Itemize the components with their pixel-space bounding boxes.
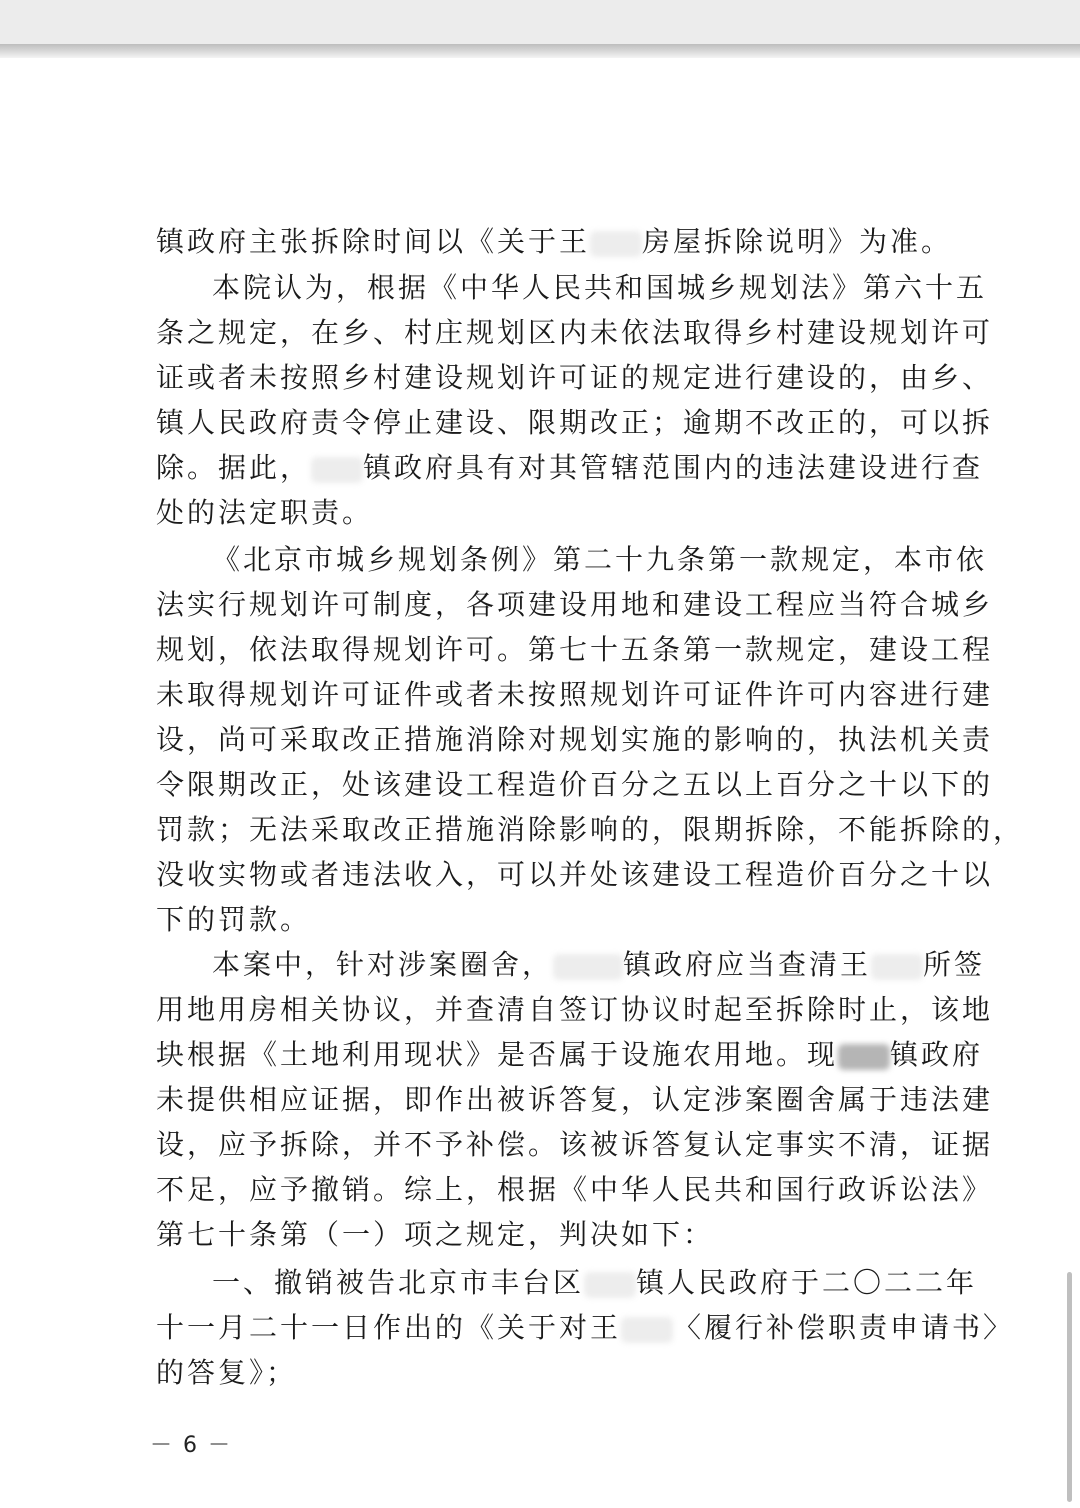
- text-line: 不足，应予撤销。综上，根据《中华人民共和国行政诉讼法》: [156, 1173, 994, 1206]
- document-page: [0, 58, 1080, 1508]
- text-line: 十一月二十一日作出的《关于对王 〈履行补偿职责申请书〉: [156, 1311, 1015, 1344]
- text-line: 设，应予拆除，并不予补偿。该被诉答复认定事实不清，证据: [156, 1128, 994, 1161]
- text-line: 令限期改正，处该建设工程造价百分之五以上百分之十以下的: [156, 768, 994, 801]
- text-line: 镇政府主张拆除时间以《关于王 房屋拆除说明》为准。: [156, 225, 953, 258]
- paragraph-start-line: 一、撤销被告北京市丰台区 镇人民政府于二〇二二年: [212, 1266, 978, 1299]
- text-line: 处的法定职责。: [156, 496, 374, 529]
- redaction-mark: [311, 457, 363, 483]
- text-line: 用地用房相关协议，并查清自签订协议时起至拆除时止，该地: [156, 993, 994, 1026]
- text-line: 未提供相应证据，即作出被诉答复，认定涉案圈舍属于违法建: [156, 1083, 994, 1116]
- text-line: 下的罚款。: [156, 903, 312, 936]
- text-line: 的答复》；: [156, 1356, 298, 1389]
- paragraph-start-line: 《北京市城乡规划条例》第二十九条第一款规定，本市依: [212, 543, 988, 576]
- text-line: 没收实物或者违法收入，可以并处该建设工程造价百分之十以: [156, 858, 994, 891]
- paragraph-start-line: 本院认为，根据《中华人民共和国城乡规划法》第六十五: [212, 271, 988, 304]
- text-line: 罚款；无法采取改正措施消除影响的，限期拆除，不能拆除的，: [156, 813, 1025, 846]
- text-line: 块根据《土地利用现状》是否属于设施农用地。现 镇政府: [156, 1038, 984, 1071]
- redaction-mark: [871, 954, 923, 980]
- page-number: － 6 －: [150, 1433, 232, 1458]
- text-line: 证或者未按照乡村建设规划许可证的规定进行建设的，由乡、: [156, 361, 994, 394]
- text-line: 第七十条第（一）项之规定，判决如下：: [156, 1218, 715, 1251]
- redaction-mark: [838, 1044, 890, 1070]
- paragraph-start-line: 本案中，针对涉案圈舍， 镇政府应当查清王 所签: [212, 948, 986, 981]
- text-line: 镇人民政府责令停止建设、限期改正；逾期不改正的，可以拆: [156, 406, 994, 439]
- text-line: 规划，依法取得规划许可。第七十五条第一款规定，建设工程: [156, 633, 994, 666]
- redaction-mark: [590, 231, 642, 257]
- app-top-bar: [0, 0, 1080, 44]
- text-line: 条之规定，在乡、村庄规划区内未依法取得乡村建设规划许可: [156, 316, 994, 349]
- text-line: 设，尚可采取改正措施消除对规划实施的影响的，执法机关责: [156, 723, 994, 756]
- redaction-mark: [553, 954, 623, 980]
- text-line: 除。据此， 镇政府具有对其管辖范围内的违法建设进行查: [156, 451, 984, 484]
- redaction-mark: [584, 1272, 636, 1298]
- redaction-mark: [621, 1317, 673, 1343]
- scrollbar-thumb[interactable]: [1067, 1272, 1072, 1502]
- page-top-shadow: [0, 44, 1080, 58]
- text-line: 未取得规划许可证件或者未按照规划许可证件许可内容进行建: [156, 678, 994, 711]
- text-line: 法实行规划许可制度，各项建设用地和建设工程应当符合城乡: [156, 588, 994, 621]
